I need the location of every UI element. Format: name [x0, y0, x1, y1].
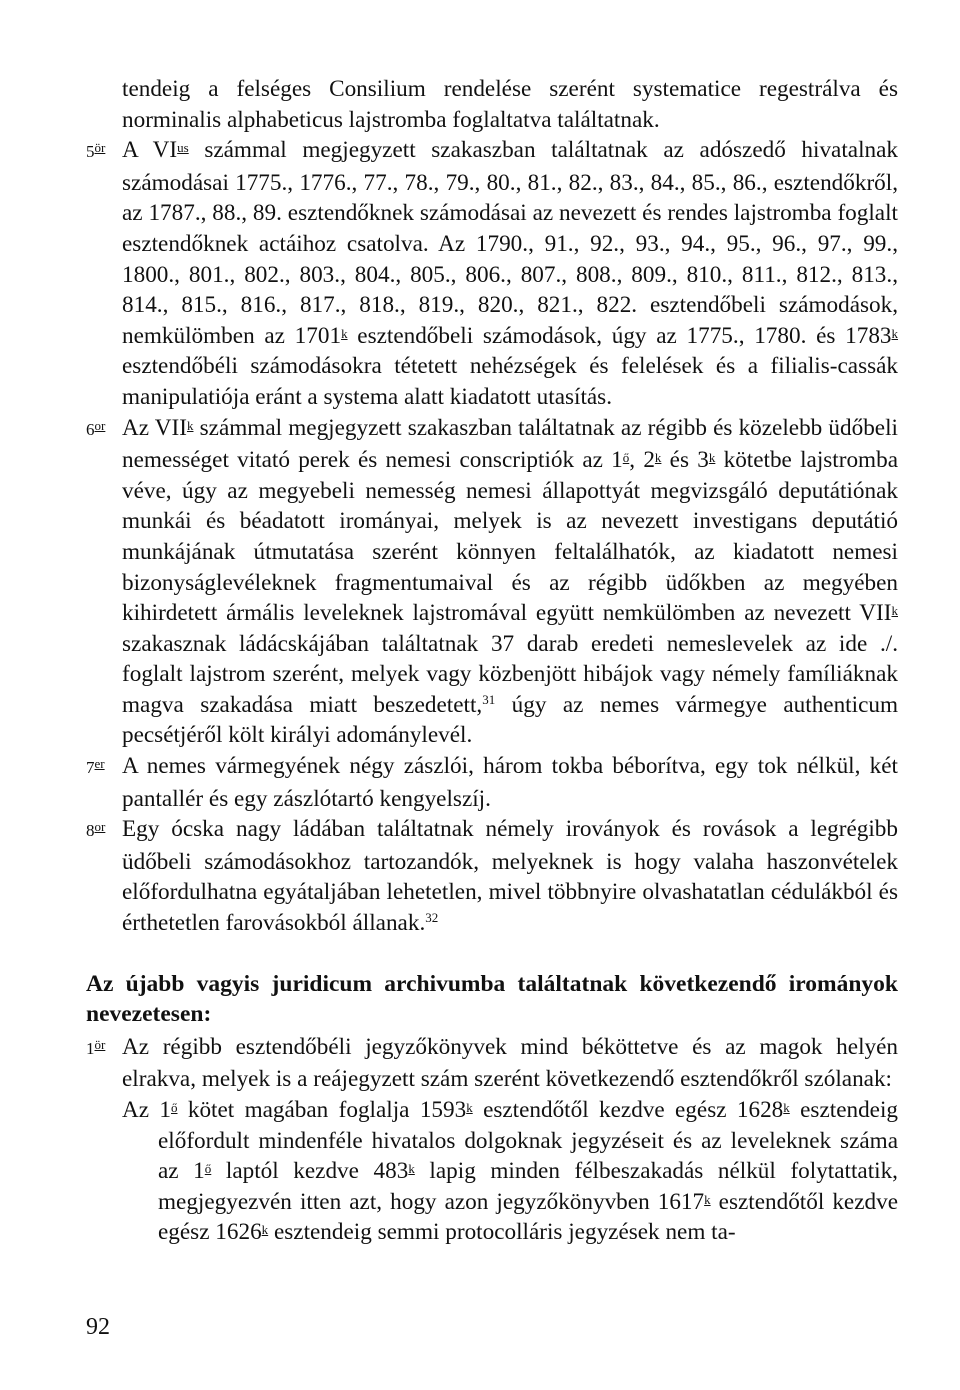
- paragraph-6-suffix-c: k: [654, 450, 662, 466]
- paragraph-8: [86, 814, 898, 938]
- page-number: 92: [86, 1314, 110, 1340]
- paragraph-5-text-b: számmal megjegyzett szakaszban találtatnak az adószedő hivatalnak számodásai 1775., 1776., 77., 78., 79., 80., 81., 82., 83., 84., 85., 86., esztendőkről, az 1787., 88., 89. esztendőknek számodásai az nevezett és rendes lajstromba foglalt esztendőknek actáihoz csatolva. Az 1790., 91., 92., 93., 94., 95., 96., 97., 99., 1800., 801., 802., 803., 804., 805., 806., 807., 808., 809., 810., 811., 812., 813., 814., 815., 816., 817., 818., 819., 820., 821., 822. esztendőbeli számodások, nemkülömben az 1701: [122, 137, 899, 349]
- paragraph-6-number-digit: 6: [86, 419, 95, 439]
- paragraph-4-text: tendeig a felséges Consilium rendelése szerént systematice regestrálva és norminalis alphabeticus lajstromba foglaltatva találtatnak.: [122, 76, 898, 133]
- paragraph-6-text-c: , 2: [629, 447, 655, 474]
- paragraph-6: [86, 413, 898, 752]
- subentry-text-d: esztendeig előfordult mindenféle hivatalos dolgoknak jegyzéseit és az leveleknek száma az 1: [158, 1097, 898, 1185]
- item-1-number-suffix: ör: [94, 1036, 106, 1052]
- paragraph-5: [86, 135, 898, 412]
- paragraph-7-number-digit: 7: [86, 758, 95, 778]
- page-body: [86, 74, 898, 1248]
- subentry-text-e: laptól kezdve 483: [211, 1158, 409, 1185]
- paragraph-6-suffix-d: k: [708, 450, 716, 466]
- paragraph-5-number-digit: 5: [86, 142, 95, 162]
- paragraph-6-text-f: szakasznak ládácskájában találtatnak 37 darab eredeti nemeslevelek az ide ./. foglalt lajstrom szerént, melyek vagy közbenjött hibájok vagy némely famíliáknak magva szakadása miatt beszedetett,: [122, 630, 898, 718]
- paragraph-6-suffix-e: k: [891, 603, 898, 619]
- paragraph-5-text-d: esztendőbéli számodásokra tétetett nehézségek és felelések és a filialis-cassák manipulatiója eránt a systema alatt kiadatott utasítás.: [122, 353, 898, 410]
- paragraph-5-number-suffix: ör: [94, 140, 106, 156]
- subentry-suffix-c: k: [783, 1100, 790, 1115]
- paragraph-5-text-c: esztendőbeli számodások, úgy az 1775., 1780. és 1783: [347, 322, 892, 349]
- paragraph-5-suffix-c: k: [891, 325, 899, 341]
- paragraph-6-number: [86, 415, 122, 446]
- subentry-suffix-a: ő: [171, 1100, 178, 1115]
- subentry-suffix-f: k: [704, 1191, 711, 1207]
- paragraph-6-text-b: számmal megjegyzett szakaszban találtatnak az régibb és közelebb üdőbeli nemességet vitató perek és nemesi conscriptiók az 1: [122, 414, 898, 474]
- paragraph-5-suffix-a: us: [177, 140, 189, 156]
- paragraph-6-text-e: kötetbe lajstromba véve, úgy az megyebeli nemesség nemesi állapottyát megvizsgáló deputátiónak munkái és béadatott irományai, melyek is az nevezett investigans deputátió munkájának útmutatása szerént könnyen feltalálhatók, az kiadatott nemesi bizonyságlevéleknek fragmentumaival és az régibb üdőkben az megyében kihirdetett ármális leveleknek lajstromával együtt nemkülömben az nevezett VII: [122, 447, 898, 627]
- paragraph-6-suffix-b: ő: [622, 450, 630, 466]
- subentry-text-a: Az 1: [122, 1097, 171, 1123]
- subentry-suffix-b: k: [466, 1100, 473, 1115]
- paragraph-8-number: [86, 816, 122, 847]
- paragraph-6-text-g: úgy az nemes vármegye authenticum pecsétjéről költ királyi adománylevél.: [122, 691, 898, 749]
- paragraph-4-continuation: [86, 74, 898, 135]
- subentry-text-f: lapig minden félbeszakadás nélkül folytattatik, megjegyezvén itten azt, hogy azon jegyzőkönyvben 1617: [158, 1158, 898, 1215]
- subentry-suffix-e: k: [408, 1161, 415, 1177]
- paragraph-7-number-suffix: er: [94, 756, 105, 772]
- paragraph-5-suffix-b: k: [341, 325, 348, 341]
- item-1-subentry: [86, 1095, 898, 1248]
- paragraph-7-number: [86, 753, 122, 784]
- subentry-text-c: esztendőtől kezdve egész 1628: [472, 1097, 784, 1123]
- paragraph-6-number-suffix: or: [94, 417, 106, 433]
- item-1: [86, 1032, 898, 1095]
- subentry-text-b: kötet magában foglalja 1593: [177, 1097, 467, 1123]
- paragraph-7-text: A nemes vármegyének négy zászlói, három tokba béborítva, egy tok nélkül, két pantallér és egy zászlótartó kengyelszíj.: [122, 753, 898, 812]
- paragraph-8-number-suffix: or: [94, 819, 106, 835]
- item-1-text: Az régibb esztendőbéli jegyzőkönyvek mind béköttetve és az magok helyén elrakva, melyek is a reájegyzett szám szerént következendő esztendőkről szólanak:: [122, 1033, 898, 1093]
- paragraph-6-text-a: Az VII: [122, 414, 187, 441]
- item-1-number: [86, 1034, 122, 1065]
- subentry-suffix-d: ő: [204, 1161, 212, 1177]
- subentry-text-h: esztendeig semmi protocolláris jegyzések nem ta-: [268, 1219, 736, 1246]
- subentry-text-g: esztendőtől kezdve egész 1626: [158, 1188, 898, 1246]
- footnote-marker-32: 32: [425, 910, 439, 926]
- paragraph-5-number: [86, 137, 122, 168]
- paragraph-6-suffix-a: k: [186, 417, 194, 433]
- subentry-suffix-g: k: [261, 1222, 269, 1238]
- paragraph-8-text: Egy ócska nagy ládában találtatnak némely iroványok és rovások a legrégibb üdőbeli számodásokhoz tartozandók, melyeknek is hogy valaha haszonvételek előfordulhatna egyátaljában lehetetlen, mivel többnyire olvashatatlan cédulákból és érthetetlen farovásokból állanak.: [122, 816, 898, 937]
- paragraph-6-text-d: és 3: [661, 447, 709, 474]
- paragraph-7: [86, 751, 898, 814]
- paragraph-8-number-digit: 8: [86, 821, 95, 841]
- section-heading: Az újabb vagyis juridicum archivumba találtatnak következendő irományok nevezetesen:: [86, 970, 898, 1028]
- paragraph-5-text-a: A VI: [122, 137, 178, 164]
- footnote-marker-31: 31: [482, 691, 496, 707]
- item-1-number-digit: 1: [86, 1038, 95, 1058]
